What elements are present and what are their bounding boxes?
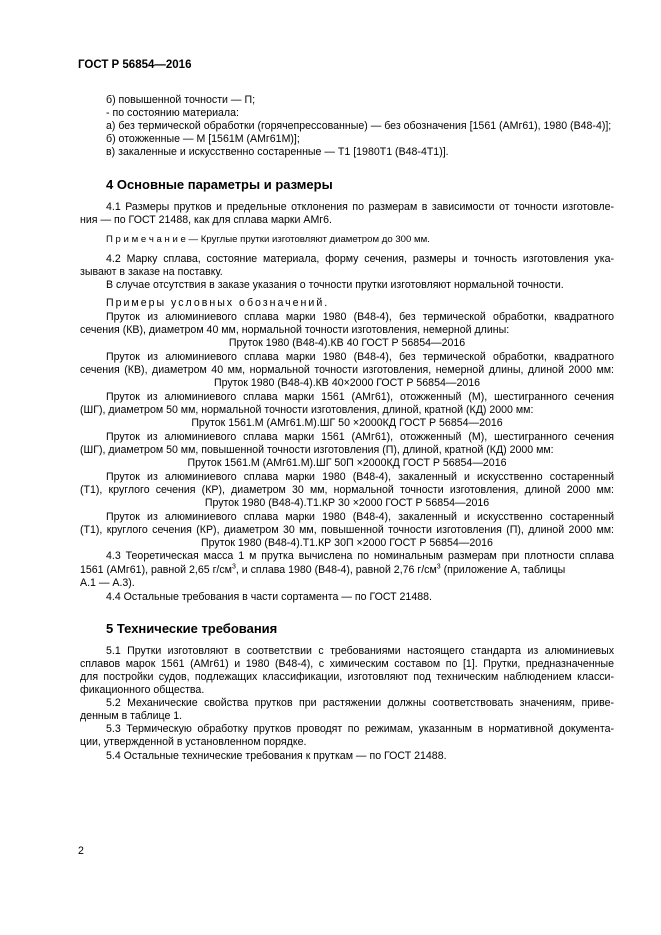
text-line: - по состоянию материала: [106, 107, 239, 119]
text-line: а) без термической обработки (горячепрессованные) — без обозначения [1561 (АМг61), 1980 (В48-4)]; [106, 120, 612, 132]
paragraph-line: В случае отсутствия в заказе указания о точности прутки изготовляют нормальной точности. [106, 279, 564, 291]
example-line: Пруток из алюминиевого сплава марки 1561 (АМг61), отожженный (М), шестигранного сечения [106, 391, 614, 403]
paragraph-line: зывают в заказе на поставку. [80, 266, 223, 278]
example-designation: Пруток 1980 (В48-4).Т1.КР 30 ×2000 ГОСТ Р 56854—2016 [204, 497, 490, 509]
paragraph-line: 4.1 Размеры прутков и предельные отклонения по размерам в зависимости от точности изготовле- [106, 201, 614, 213]
example-line: сечения (КВ), диаметром 40 мм, нормальной точности изготовления, немерной длины, длиной 2000 мм: [80, 364, 614, 376]
example-line: (Т1), круглого сечения (КР), диаметром 30 мм, нормальной точности изготовления, длиной 2000 мм: [80, 484, 614, 496]
text-line: б) отожженные — М [1561М (АМг61М)]; [106, 133, 300, 145]
paragraph-line: денным в таблице 1. [80, 710, 183, 722]
section-heading: 5 Технические требования [106, 621, 278, 636]
example-designation: Пруток 1561.М (АМг61.М).ШГ 50П ×2000КД ГОСТ Р 56854—2016 [187, 457, 507, 469]
paragraph-line: 5.1 Прутки изготовляют в соответствии с требованиями настоящего стандарта из алюминиевых [106, 645, 614, 657]
note-text: — Круглые прутки изготовляют диаметром до 300 мм. [185, 234, 430, 245]
example-line: сечения (КВ), диаметром 40 мм, нормальной точности изготовления, немерной длины: [80, 324, 510, 336]
text-run: , и сплава 1980 (В48-4), равной 2,76 г/см [235, 564, 437, 576]
example-line: (ШГ), диаметром 50 мм, повышенной точности изготовления (П), длиной, кратной (КД) 2000 мм: [80, 444, 554, 456]
example-designation: Пруток 1980 (В48-4).КВ 40×2000 ГОСТ Р 56854—2016 [213, 377, 481, 389]
page-number: 2 [78, 845, 84, 857]
superscript: 3 [436, 563, 441, 571]
example-line: Пруток из алюминиевого сплава марки 1980 (В48-4), закаленный и искусственно состаренный [106, 471, 614, 483]
example-line: Пруток из алюминиевого сплава марки 1980 (В48-4), без термической обработки, квадратного [106, 311, 614, 323]
example-line: (ШГ), диаметром 50 мм, нормальной точности изготовления, длиной, кратной (КД) 2000 мм: [80, 404, 534, 416]
note-label: П р и м е ч а н и е [106, 234, 186, 245]
example-line: Пруток из алюминиевого сплава марки 1980 (В48-4), без термической обработки, квадратного [106, 351, 614, 363]
example-line: (Т1), круглого сечения (КР), диаметром 30 мм, повышенной точности изготовления (П), длиной 2000 мм: [80, 524, 614, 536]
text-run: 1561 (АМг61), равной 2,65 г/см [80, 564, 232, 576]
paragraph-line: ции, утвержденной в установленном порядке. [80, 736, 307, 748]
paragraph-line: 5.2 Механические свойства прутков при растяжении должны соответствовать значениям, приве- [106, 697, 614, 709]
example-designation: Пруток 1561.М (АМг61.М).ШГ 50 ×2000КД ГОСТ Р 56854—2016 [191, 417, 503, 429]
paragraph-line: 5.4 Остальные технические требования к пруткам — по ГОСТ 21488. [106, 750, 447, 762]
paragraph-line: 4.3 Теоретическая масса 1 м прутка вычислена по номинальным размерам при плотности сплава [106, 550, 614, 562]
paragraph-line [80, 564, 565, 577]
section-heading: 4 Основные параметры и размеры [106, 177, 333, 192]
superscript: 3 [231, 563, 236, 571]
paragraph-line: ния — по ГОСТ 21488, как для сплава марки АМг6. [80, 214, 332, 226]
example-designation: Пруток 1980 (В48-4).Т1.КР 30П ×2000 ГОСТ Р 56854—2016 [201, 537, 493, 549]
example-line: Пруток из алюминиевого сплава марки 1561 (АМг61), отожженный (М), шестигранного сечения [106, 431, 614, 443]
text-line: б) повышенной точности — П; [106, 94, 256, 106]
paragraph-line: 4.4 Остальные требования в части сортамента — по ГОСТ 21488. [106, 591, 432, 603]
text-run: (приложение А, таблицы [440, 564, 566, 576]
examples-label: Примеры условных обозначений. [106, 297, 330, 309]
paragraph-line: фикационного общества. [80, 684, 205, 696]
document-header: ГОСТ Р 56854—2016 [78, 59, 192, 71]
paragraph-line: 4.2 Марку сплава, состояние материала, форму сечения, размеры и точность изготовления ука- [106, 253, 614, 265]
paragraph-line: А.1 — А.3). [80, 577, 135, 589]
text-line: в) закаленные и искусственно состаренные — Т1 [1980Т1 (В48-4Т1)]. [106, 146, 449, 158]
note [106, 233, 430, 246]
paragraph-line: для постройки судов, подлежащих классификации, изготовляют под техническим наблюдением класси- [80, 671, 614, 683]
paragraph-line: сплавов марок 1561 (АМг61) и 1980 (В48-4), с химическим составом по [1]. Прутки, предназначенные [80, 658, 614, 670]
paragraph-line: 5.3 Термическую обработку прутков проводят по режимам, указанным в нормативной документа- [106, 723, 614, 735]
example-designation: Пруток 1980 (В48-4).КВ 40 ГОСТ Р 56854—2016 [228, 337, 466, 349]
example-line: Пруток из алюминиевого сплава марки 1980 (В48-4), закаленный и искусственно состаренный [106, 511, 614, 523]
